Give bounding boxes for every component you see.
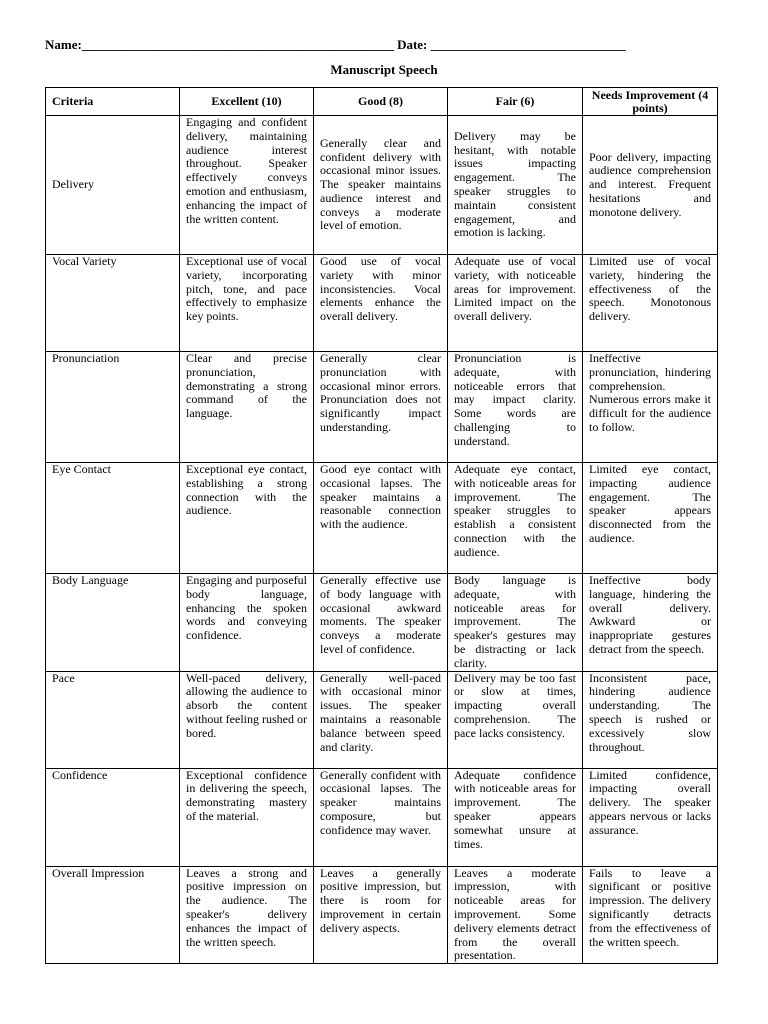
fair-cell: Delivery may be hesitant, with notable issues impacting engagement. The speaker struggles to maintain consistent engagement, and emotion is lacking. — [448, 116, 583, 255]
criteria-cell: Vocal Variety — [46, 255, 180, 352]
excellent-cell: Leaves a strong and positive impression on the audience. The speaker's delivery enhances the impact of the written speech. — [180, 866, 314, 964]
table-row — [46, 866, 718, 964]
column-header-fair: Fair (6) — [448, 88, 583, 116]
name-date-line: Name:________________________________________________ Date: ______________________________ — [45, 37, 626, 52]
criteria-cell: Confidence — [46, 768, 180, 866]
table-row — [46, 352, 718, 463]
table-row — [46, 255, 718, 352]
needs-improvement-cell: Ineffective body language, hindering the overall delivery. Awkward or inappropriate gestures detract from the speech. — [583, 574, 718, 672]
good-cell: Good use of vocal variety with minor inconsistencies. Vocal elements enhance the overall delivery. — [314, 255, 448, 352]
column-header-excellent: Excellent (10) — [180, 88, 314, 116]
criteria-cell: Pace — [46, 671, 180, 768]
column-header-needs-improvement: Needs Improvement (4 points) — [583, 88, 718, 116]
excellent-cell: Exceptional confidence in delivering the speech, demonstrating mastery of the material. — [180, 768, 314, 866]
needs-improvement-cell: Poor delivery, impacting audience comprehension and interest. Frequent hesitations and monotone delivery. — [583, 116, 718, 255]
header-row — [46, 88, 718, 116]
excellent-cell: Engaging and confident delivery, maintaining audience interest throughout. Speaker effectively conveys emotion and enthusiasm, enhancing the impact of the written content. — [180, 116, 314, 255]
fair-cell: Adequate use of vocal variety, with noticeable areas for improvement. Limited impact on the overall delivery. — [448, 255, 583, 352]
excellent-cell: Exceptional eye contact, establishing a strong connection with the audience. — [180, 463, 314, 574]
needs-improvement-cell: Ineffective pronunciation, hindering comprehension. Numerous errors make it difficult for the audience to follow. — [583, 352, 718, 463]
criteria-cell: Eye Contact — [46, 463, 180, 574]
excellent-cell: Clear and precise pronunciation, demonstrating a strong command of the language. — [180, 352, 314, 463]
excellent-cell: Exceptional use of vocal variety, incorporating pitch, tone, and pace effectively to emphasize key points. — [180, 255, 314, 352]
good-cell: Generally well-paced with occasional minor issues. The speaker maintains a reasonable balance between speed and clarity. — [314, 671, 448, 768]
good-cell: Generally clear pronunciation with occasional minor errors. Pronunciation does not significantly impact understanding. — [314, 352, 448, 463]
table-row — [46, 671, 718, 768]
needs-improvement-cell: Limited eye contact, impacting audience engagement. The speaker appears disconnected from the audience. — [583, 463, 718, 574]
column-header-good: Good (8) — [314, 88, 448, 116]
page-title: Manuscript Speech — [330, 62, 438, 77]
fair-cell: Adequate eye contact, with noticeable areas for improvement. The speaker struggles to establish a consistent connection with the audience. — [448, 463, 583, 574]
good-cell: Generally effective use of body language with occasional awkward moments. The speaker conveys a moderate level of confidence. — [314, 574, 448, 672]
fair-cell: Leaves a moderate impression, with noticeable areas for improvement. Some delivery elements detract from the overall presentation. — [448, 866, 583, 964]
needs-improvement-cell: Inconsistent pace, hindering audience understanding. The speech is rushed or excessively slow throughout. — [583, 671, 718, 768]
needs-improvement-cell: Limited use of vocal variety, hindering the effectiveness of the speech. Monotonous delivery. — [583, 255, 718, 352]
fair-cell: Adequate confidence with noticeable areas for improvement. The speaker appears somewhat unsure at times. — [448, 768, 583, 866]
fair-cell: Body language is adequate, with noticeable areas for improvement. The speaker's gestures may be distracting or lack clarity. — [448, 574, 583, 672]
fair-cell: Pronunciation is adequate, with noticeable errors that may impact clarity. Some words are challenging to understand. — [448, 352, 583, 463]
column-header-criteria: Criteria — [46, 88, 180, 116]
criteria-cell: Delivery — [46, 116, 180, 255]
good-cell: Generally confident with occasional lapses. The speaker maintains composure, but confidence may waver. — [314, 768, 448, 866]
table-row — [46, 768, 718, 866]
good-cell: Leaves a generally positive impression, but there is room for improvement in certain delivery aspects. — [314, 866, 448, 964]
table-row — [46, 463, 718, 574]
excellent-cell: Engaging and purposeful body language, enhancing the spoken words and conveying confidence. — [180, 574, 314, 672]
criteria-cell: Overall Impression — [46, 866, 180, 964]
table-row — [46, 116, 718, 255]
needs-improvement-cell: Limited confidence, impacting overall delivery. The speaker appears nervous or lacks assurance. — [583, 768, 718, 866]
rubric-table — [45, 87, 718, 964]
good-cell: Good eye contact with occasional lapses. The speaker maintains a reasonable connection with the audience. — [314, 463, 448, 574]
needs-improvement-cell: Fails to leave a significant or positive impression. The delivery significantly detracts from the effectiveness of the written speech. — [583, 866, 718, 964]
good-cell: Generally clear and confident delivery with occasional minor issues. The speaker maintains audience interest and conveys a moderate level of emotion. — [314, 116, 448, 255]
excellent-cell: Well-paced delivery, allowing the audience to absorb the content without feeling rushed or bored. — [180, 671, 314, 768]
criteria-cell: Pronunciation — [46, 352, 180, 463]
fair-cell: Delivery may be too fast or slow at times, impacting overall comprehension. The pace lacks consistency. — [448, 671, 583, 768]
criteria-cell: Body Language — [46, 574, 180, 672]
table-row — [46, 574, 718, 672]
